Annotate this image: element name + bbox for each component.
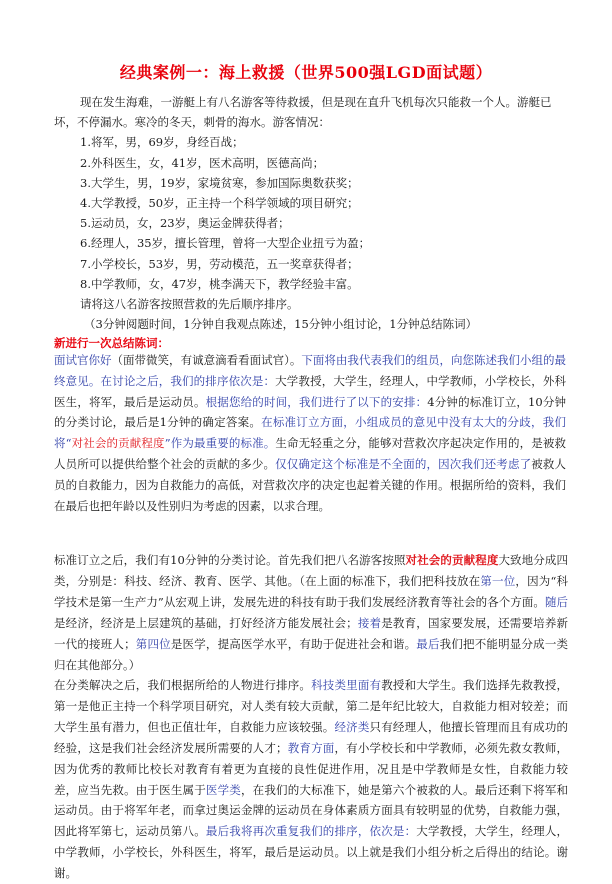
- summary-standard-lead: 在标准订立方面，小组成员的意见中没有太大的分歧，我们将“: [54, 415, 566, 451]
- task-instruction: 请将这八名游客按照营救的先后顺序排序。: [80, 297, 299, 312]
- classify-next-reason: 是教育，国家要发展，还需要培养新一代的接班人；: [54, 615, 569, 651]
- classify-last-reason: 我们把不能明显分成一类归在其他部分。）: [54, 636, 569, 672]
- summary-time-lead: 根据您给的时间，我们进行了以下的安排：: [205, 394, 428, 409]
- detail-closing-lead: 最后我将再次重复我们的排序，依次是：: [205, 824, 417, 839]
- list-item: 2.外科医生，女，41岁，医术高明，医德高尚；: [80, 155, 325, 170]
- list-item: 7.小学校长，53岁，男，劳动模范，五一奖章获得者；: [80, 256, 359, 271]
- detail-intro: 在分类解决之后，我们根据所给的人物进行排序。: [54, 678, 312, 692]
- summary-paragraph: [54, 350, 566, 516]
- classify-first: 第一位: [480, 573, 516, 588]
- classify-intro: 标准订立之后，我们有10分钟的分类讨论。首先我们把八名游客按照: [54, 553, 406, 567]
- list-item: 6.经理人，35岁，擅长管理，曾将一大型企业扭亏为盈；: [80, 236, 371, 251]
- summary-standard-tail: ”作为最重要的标准。: [164, 436, 276, 451]
- detail-tech: 科技类里面有: [311, 678, 382, 692]
- list-item: 5.运动员，女，23岁，奥运金牌获得者；: [80, 216, 290, 231]
- summary-gesture: （面带微笑，有诚意滴看看面试官）。: [111, 353, 302, 367]
- list-item: 1.将军，男，69岁，身经百战；: [80, 135, 244, 150]
- detail-education-reason: ，有小学校长和中学教师，必须先救女教师，因为优秀的教师比校长对教育有着更为直接的良性促进作用，况且是中学教师是女性，自救能力较差，应当先救。由于医生属于: [54, 740, 569, 797]
- passenger-list: [54, 132, 564, 294]
- classify-then: 随后: [544, 594, 569, 609]
- classify-next: 接着: [357, 615, 382, 630]
- summary-heading: 新进行一次总结陈词：: [54, 336, 169, 350]
- scenario-intro: 现在发生海难，一游艇上有八名游客等待救援，但是现在直升飞机每次只能救一个人。游艇已坏，不停漏水。寒冷的冬天，刺骨的海水。游客情况：: [54, 95, 552, 130]
- detail-economy-reason: 只有经理人，他擅长管理而且有成功的经验，这是我们社会经济发展所需要的人才；: [54, 719, 569, 755]
- classify-standard-key: 对社会的贡献程度: [405, 553, 499, 567]
- summary-second-reason: 被救人员的自救能力，因为自救能力的高低，对营救次序的决定也起着关键的作用。根据所给的资料，我们在最后也把年龄以及性别归为考虑的因素，以求合理。: [54, 456, 567, 513]
- classification-paragraph: [54, 550, 568, 675]
- classify-fourth: 第四位: [135, 636, 171, 651]
- list-item: 3.大学生，男，19岁，家境贫寒，参加国际奥数获奖；: [80, 175, 359, 190]
- classify-categories: 大致地分成四类，分别是：科技、经济、教育、医学、其他。（在上面的标准下，我们把科技放在: [54, 553, 569, 588]
- detail-medicine-reason: ，在我们的大标准下，她是第六个被救的人。最后还剩下将军和运动员。由于将军年老，而拿过奥运金牌的运动员在身体素质方面具有较明显的优势，自救能力强，因此将军第七，运动员第八。: [54, 782, 569, 839]
- summary-second-lead: 仅仅确定这个标准是不全面的，因次我们还考虑了: [275, 456, 532, 471]
- classify-fourth-reason: 是医学，提高医学水平，有助于促进社会和谐。: [170, 636, 417, 651]
- list-item: 8.中学教师，女，47岁，桃李满天下，教学经验丰富。: [80, 276, 359, 291]
- summary-lead: 下面将由我代表我们的组员，向您陈述我们小组的最终意见。在讨论之后，我们的排序依次是：: [54, 353, 567, 388]
- time-allocation: （3分钟阅题时间，1分钟自我观点陈述，15分钟小组讨论，1分钟总结陈词）: [84, 317, 478, 332]
- classify-then-reason: 是经济，经济是上层建筑的基础，打好经济方能发展社会；: [54, 615, 358, 630]
- classify-first-reason: ，因为“科学技术是第一生产力”从宏观上讲，发展先进的科技有助于我们发展经济教育等社会的各个方面。: [54, 573, 568, 609]
- scenario-section: [54, 92, 564, 334]
- classify-last: 最后: [416, 636, 440, 651]
- summary-standard-reason: 生命无轻重之分，能够对营救次序起决定作用的，是被救人员所可以提供给整个社会的贡献的多少。: [54, 436, 566, 471]
- detail-tech-reason: 教授和大学生。我们选择先救教授，第一是他正主持一个科学项目研究，对人类有较大贡献，第二是年纪比较大，自救能力相对较差；而大学生虽有潜力，但也正值壮年，自救能力应该较强。: [54, 678, 569, 734]
- detail-economy: 经济类: [334, 719, 370, 734]
- summary-standard-key: 对社会的贡献程度: [71, 436, 165, 451]
- summary-ranking: 大学教授，大学生，经理人，中学教师，小学校长，外科医生，将军，最后是运动员。: [54, 373, 567, 409]
- detail-education: 教育方面: [287, 740, 335, 755]
- summary-greeting: 面试官你好: [54, 353, 112, 367]
- detail-medicine: 医学类: [205, 782, 241, 797]
- detail-closing: 大学教授，大学生，经理人，中学教师，小学校长，外科医生，将军，最后是运动员。以上就是我们小组分析之后得出的结论。谢谢。: [54, 824, 569, 881]
- summary-time-plan: 4分钟的标准订立，10分钟的分类讨论，最后是1分钟的确定答案。: [54, 394, 567, 430]
- ranking-detail-paragraph: [54, 675, 568, 884]
- page-title: 经典案例一：海上救援（世界500强LGD面试题）: [119, 63, 493, 82]
- list-item: 4.大学教授，50岁，正主持一个科学领域的项目研究；: [80, 196, 359, 211]
